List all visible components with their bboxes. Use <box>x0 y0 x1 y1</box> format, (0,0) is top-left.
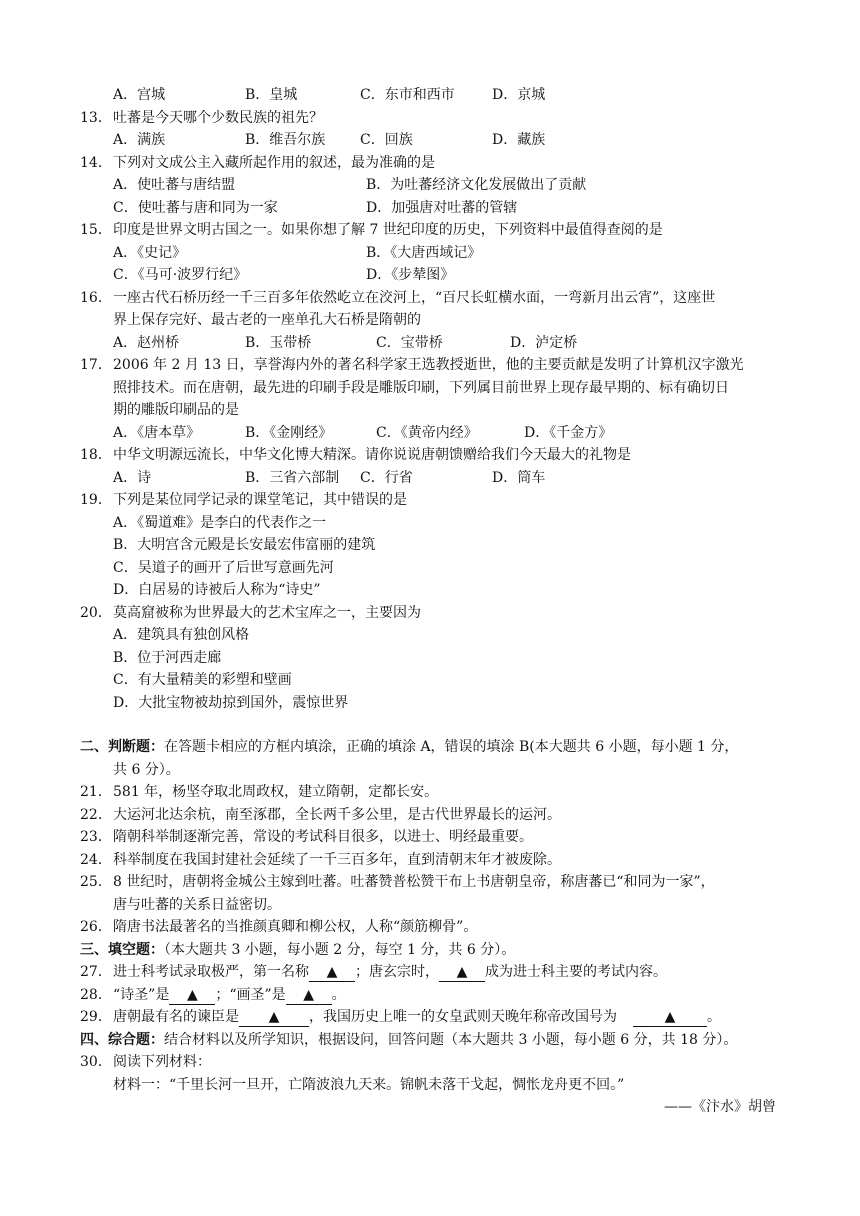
q20-option-b: B．位于河西走廊 <box>113 649 222 666</box>
question-text-part2: ；“画圣”是 <box>215 986 286 1003</box>
q18-option-b: B．三省六部制 <box>245 469 340 486</box>
q13-option-c: C．回族 <box>360 132 413 148</box>
question-text: 隋朝科举制逐渐完善，常设的考试科目很多，以进士、明经最重要。 <box>113 829 533 845</box>
q19-option-c: C．吴道子的画开了后世写意画先河 <box>113 559 334 576</box>
q14-option-a: A．使吐蕃与唐结盟 <box>113 177 236 193</box>
question-text-line2: 照排技术。而在唐朝，最先进的印刷手段是雕版印刷，下列属目前世界上现存最早期的、标有确切日 <box>113 379 729 396</box>
q17-option-d: D．《千金方》 <box>524 424 613 441</box>
question-text: 中华文明源远流长，中华文化博大精深。请你说说唐朝馈赠给我们今天最大的礼物是 <box>113 447 631 463</box>
q19-option-b-row <box>0 534 860 557</box>
q15-option-c: C．《马可·波罗行纪》 <box>113 267 248 283</box>
question-text-part3: 。 <box>331 986 346 1003</box>
answer-blank: ▲ <box>239 1008 309 1027</box>
question-number: 25． <box>80 874 112 890</box>
question-text: 科举制度在我国封建社会延续了一千三百多年，直到清朝末年才被废除。 <box>113 851 561 868</box>
q14-option-d: D．加强唐对吐蕃的管辖 <box>366 199 518 216</box>
question-text-line2: 唐与吐蕃的关系日益密切。 <box>113 896 281 913</box>
question-number: 27． <box>80 964 112 980</box>
question-26 <box>0 916 860 939</box>
q15-options-row1 <box>0 242 860 265</box>
question-17 <box>0 354 860 377</box>
section-title: 四、综合题： <box>80 1031 164 1048</box>
question-25-cont <box>0 894 860 917</box>
q16-option-d: D．泸定桥 <box>510 334 578 351</box>
q12-options <box>0 84 860 107</box>
q19-option-a-row <box>0 512 860 535</box>
q19-option-d: D．白居易的诗被后人称为“诗史” <box>113 582 321 598</box>
question-text: 莫高窟被称为世界最大的艺术宝库之一，主要因为 <box>113 604 421 621</box>
question-text-line1: 2006 年 2 月 13 日，享誉海内外的著名科学家王选教授逝世，他的主要贡献是发明了计算机汉字激光 <box>113 357 744 373</box>
material-1-source <box>0 1096 860 1119</box>
q12-option-c: C．东市和西市 <box>360 87 455 103</box>
question-16 <box>0 287 860 310</box>
question-text-line2: 界上保存完好、最古老的一座单孔大石桥是隋朝的 <box>113 312 421 328</box>
q20-option-d: D．大批宝物被劫掠到国外，震惊世界 <box>113 694 349 711</box>
q14-option-c: C．使吐蕃与唐和同为一家 <box>113 199 278 216</box>
q17-option-a: A．《唐本草》 <box>113 424 201 441</box>
question-20 <box>0 602 860 625</box>
question-text: 下列对文成公主入藏所起作用的叙述，最为准确的是 <box>113 154 435 171</box>
question-text: 阅读下列材料： <box>113 1054 211 1070</box>
question-number: 30． <box>80 1054 112 1070</box>
question-23 <box>0 826 860 849</box>
question-text-line1: 一座古代石桥历经一千三百多年依然屹立在洨河上，“百尺长虹横水面，一弯新月出云宵”，这座世 <box>113 289 716 306</box>
question-number: 21． <box>80 784 112 800</box>
question-number: 16． <box>80 289 112 306</box>
q16-option-c: C．宝带桥 <box>376 334 443 351</box>
q13-option-a: A．满族 <box>113 132 166 148</box>
material-text: 材料一：“千里长河一旦开，亡隋波浪九天来。锦帆未落干戈起，惆怅龙舟更不回。” <box>113 1076 625 1093</box>
question-text-part1: 进士科考试录取极严，第一名称 <box>113 964 309 980</box>
q12-option-a: A．宫城 <box>113 87 166 103</box>
section-instructions: 在答题卡相应的方框内填涂，正确的填涂 A，错误的填涂 B(本大题共 6 小题，每小题 1 分， <box>164 739 739 755</box>
answer-blank: ▲ <box>286 986 332 1005</box>
question-text-part1: “诗圣”是 <box>113 986 170 1003</box>
question-17-cont1 <box>0 377 860 400</box>
question-text-part1: 唐朝最有名的谏臣是 <box>113 1009 239 1025</box>
question-text-part2: ，我国历史上唯一的女皇武则天晚年称帝改国号为 <box>309 1009 617 1025</box>
spacer <box>0 714 860 736</box>
q19-option-a: A．《蜀道难》是李白的代表作之一 <box>113 514 327 531</box>
question-text-part3: 成为进士科主要的考试内容。 <box>485 964 667 980</box>
q16-option-a: A．赵州桥 <box>113 334 180 351</box>
q17-option-c: C．《黄帝内经》 <box>376 424 478 441</box>
question-text-part2: ；唐玄宗时， <box>355 964 439 980</box>
question-22 <box>0 804 860 827</box>
question-text: 印度是世界文明古国之一。如果你想了解 7 世纪印度的历史，下列资料中最值得查阅的是 <box>113 222 663 238</box>
q16-option-b: B．玉带桥 <box>245 334 312 351</box>
exam-page <box>0 84 860 1119</box>
question-15 <box>0 219 860 242</box>
question-text-line1: 8 世纪时，唐朝将金城公主嫁到吐蕃。吐蕃赞普松赞干布上书唐朝皇帝，称唐蕃已“和同为一家”， <box>113 874 715 890</box>
question-number: 13． <box>80 109 112 126</box>
section-2-header-cont <box>0 759 860 782</box>
q12-option-d: D．京城 <box>492 87 546 103</box>
question-text: 大运河北达余杭，南至涿郡，全长两千多公里，是古代世界最长的运河。 <box>113 806 561 823</box>
q20-option-a: A．建筑具有独创风格 <box>113 627 250 643</box>
question-number: 22． <box>80 806 112 823</box>
question-number: 19． <box>80 492 112 508</box>
q17-options <box>0 422 860 445</box>
section-instructions: （本大题共 3 小题，每小题 2 分，每空 1 分，共 6 分）。 <box>164 941 516 958</box>
section-2-header <box>0 736 860 759</box>
question-text-part3: 。 <box>707 1009 721 1025</box>
question-text: 581 年，杨坚夺取北周政权，建立隋朝，定都长安。 <box>113 784 439 800</box>
question-text: 隋唐书法最著名的当推颜真卿和柳公权，人称“颜筋柳骨”。 <box>113 919 478 935</box>
question-30 <box>0 1051 860 1074</box>
q20-option-a-row <box>0 624 860 647</box>
q14-option-b: B．为吐蕃经济文化发展做出了贡献 <box>366 177 587 193</box>
q20-option-d-row <box>0 692 860 715</box>
question-21 <box>0 781 860 804</box>
q18-options <box>0 467 860 490</box>
question-25 <box>0 871 860 894</box>
question-number: 15． <box>80 222 112 238</box>
answer-blank: ▲ <box>309 963 355 982</box>
question-24 <box>0 849 860 872</box>
question-number: 23． <box>80 829 112 845</box>
q15-options-row2 <box>0 264 860 287</box>
material-1 <box>0 1074 860 1097</box>
answer-blank: ▲ <box>169 986 215 1005</box>
q14-options-row2 <box>0 197 860 220</box>
question-text: 吐蕃是今天哪个少数民族的祖先？ <box>113 109 323 126</box>
q13-option-b: B．维吾尔族 <box>245 132 326 148</box>
question-28 <box>0 984 860 1007</box>
q16-options <box>0 332 860 355</box>
question-18 <box>0 444 860 467</box>
question-number: 26． <box>80 919 112 935</box>
section-title: 三、填空题： <box>80 941 164 958</box>
question-13 <box>0 107 860 130</box>
question-number: 28． <box>80 986 112 1003</box>
question-17-cont2 <box>0 399 860 422</box>
q18-option-a: A．诗 <box>113 469 152 486</box>
question-text: 下列是某位同学记录的课堂笔记，其中错误的是 <box>113 492 407 508</box>
question-16-cont <box>0 309 860 332</box>
q13-options <box>0 129 860 152</box>
question-number: 17． <box>80 357 112 373</box>
question-number: 20． <box>80 604 112 621</box>
q19-option-d-row <box>0 579 860 602</box>
q20-option-b-row <box>0 647 860 670</box>
section-4-header <box>0 1029 860 1052</box>
question-text-line3: 期的雕版印刷品的是 <box>113 402 239 418</box>
q13-option-d: D．藏族 <box>492 132 546 148</box>
q15-option-a: A．《史记》 <box>113 244 187 261</box>
answer-blank: ▲ <box>439 963 485 982</box>
material-source: ——《汴水》胡曾 <box>664 1099 776 1115</box>
q18-option-d: D．筒车 <box>492 469 546 486</box>
q15-option-d: D．《步辇图》 <box>366 267 455 283</box>
question-number: 14． <box>80 154 112 171</box>
section-instructions: 结合材料以及所学知识，根据设问，回答问题（本大题共 3 小题，每小题 6 分，共 18 分）。 <box>164 1031 738 1048</box>
q20-option-c: C．有大量精美的彩塑和壁画 <box>113 672 292 688</box>
question-19 <box>0 489 860 512</box>
q19-option-c-row <box>0 557 860 580</box>
question-number: 24． <box>80 851 112 868</box>
q19-option-b: B．大明宫含元殿是长安最宏伟富丽的建筑 <box>113 537 376 553</box>
q12-option-b: B．皇城 <box>245 87 298 103</box>
question-14 <box>0 152 860 175</box>
q17-option-b: B．《金刚经》 <box>245 424 333 441</box>
q15-option-b: B．《大唐西域记》 <box>366 244 482 261</box>
question-number: 29． <box>80 1009 112 1025</box>
question-27 <box>0 961 860 984</box>
section-3-header <box>0 939 860 962</box>
q14-options-row1 <box>0 174 860 197</box>
question-number: 18． <box>80 447 112 463</box>
q18-option-c: C．行省 <box>360 469 413 486</box>
q20-option-c-row <box>0 669 860 692</box>
question-29 <box>0 1006 860 1029</box>
answer-blank: ▲ <box>633 1008 707 1027</box>
section-instructions-cont: 共 6 分）。 <box>113 761 180 778</box>
section-title: 二、判断题： <box>80 739 164 755</box>
